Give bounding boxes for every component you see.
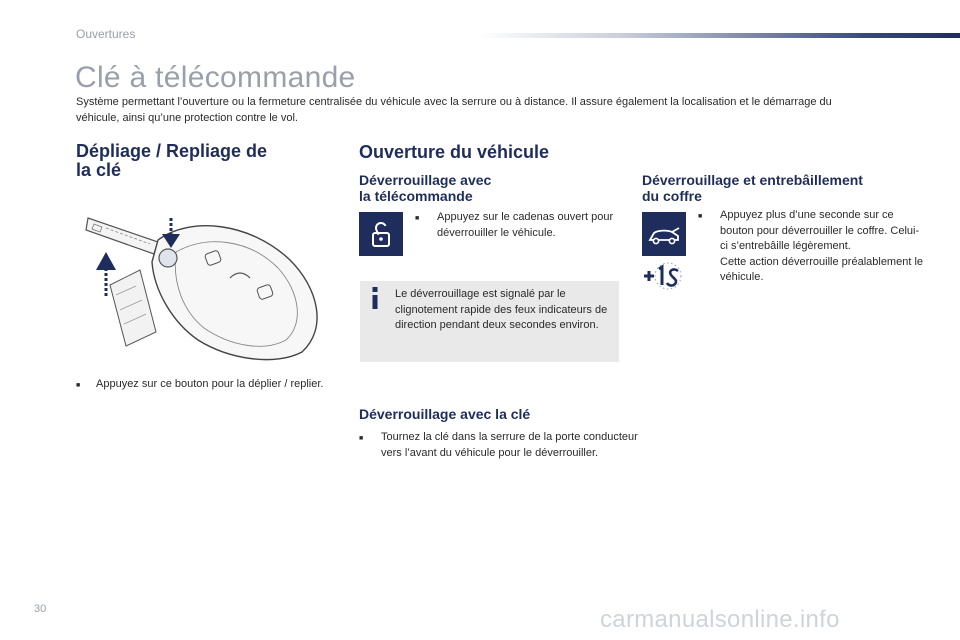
unlock-button-tile bbox=[359, 212, 403, 256]
unlock-padlock-icon bbox=[359, 212, 403, 256]
bullet-mark: ■ bbox=[76, 382, 81, 389]
key-unlock-instruction bbox=[359, 430, 641, 461]
key-blade bbox=[86, 218, 158, 254]
heading-remote-unlock-line2: la télécommande bbox=[359, 187, 473, 204]
page-title: Clé à télécommande bbox=[75, 61, 356, 94]
header-rule bbox=[478, 33, 960, 38]
watermark: carmanualsonline.info bbox=[600, 606, 840, 633]
bullet-mark: ■ bbox=[415, 215, 420, 222]
info-text: Le déverrouillage est signalé par le clignotement rapide des feux indicateurs de direction pendant deux secondes environ. bbox=[395, 288, 608, 331]
fold-button bbox=[159, 249, 177, 267]
fold-key-instruction-text: Appuyez sur ce bouton pour la déplier / replier. bbox=[96, 378, 324, 390]
heading-trunk-unlock-line1: Déverrouillage et entrebâillement bbox=[642, 172, 863, 188]
plus-one-second-icon bbox=[642, 260, 688, 292]
trunk-unlock-instruction bbox=[698, 208, 925, 286]
remote-unlock-instruction-text: Appuyez sur le cadenas ouvert pour déverrouiller le véhicule. bbox=[437, 211, 614, 239]
key-unlock-instruction-text: Tournez la clé dans la serrure de la porte conducteur vers l’avant du véhicule pour le déverrouiller. bbox=[381, 431, 638, 459]
heading-trunk-unlock-line2: du coffre bbox=[642, 187, 702, 204]
page-number: 30 bbox=[34, 603, 47, 615]
key-fob-body bbox=[152, 226, 317, 360]
fold-key-instruction bbox=[76, 377, 346, 393]
trunk-unlock-instruction-text: Appuyez plus d’une seconde sur ce bouton pour déverrouiller le coffre. Celui-ci s’entrebâille légèrement. bbox=[720, 209, 920, 252]
trunk-open-icon bbox=[642, 212, 686, 256]
info-icon bbox=[368, 287, 382, 309]
heading-fold-key-line1: Dépliage / Repliage de bbox=[76, 141, 268, 161]
heading-trunk-unlock bbox=[642, 173, 922, 204]
intro-text: Système permettant l’ouverture ou la fermeture centralisée du véhicule avec la serrure ou à distance. Il assure également la localisation et le démarrage du véhicule, ainsi qu’une protection contre le vol. bbox=[76, 96, 832, 124]
bullet-mark: ■ bbox=[359, 435, 364, 442]
trunk-unlock-note-text: Cette action déverrouille préalablement le véhicule. bbox=[720, 255, 924, 283]
heading-fold-key-line2: la clé bbox=[76, 160, 122, 180]
heading-fold-key bbox=[76, 142, 336, 180]
heading-key-unlock: Déverrouillage avec la clé bbox=[359, 406, 531, 422]
heading-remote-unlock bbox=[359, 173, 619, 204]
heading-vehicle-opening: Ouverture du véhicule bbox=[359, 142, 550, 162]
section-header: Ouvertures bbox=[76, 27, 136, 41]
bullet-mark: ■ bbox=[698, 213, 703, 220]
remote-unlock-instruction bbox=[415, 210, 637, 241]
key-fob-illustration bbox=[80, 200, 330, 365]
trunk-button-tile bbox=[642, 212, 686, 256]
heading-remote-unlock-line1: Déverrouillage avec bbox=[359, 172, 492, 188]
